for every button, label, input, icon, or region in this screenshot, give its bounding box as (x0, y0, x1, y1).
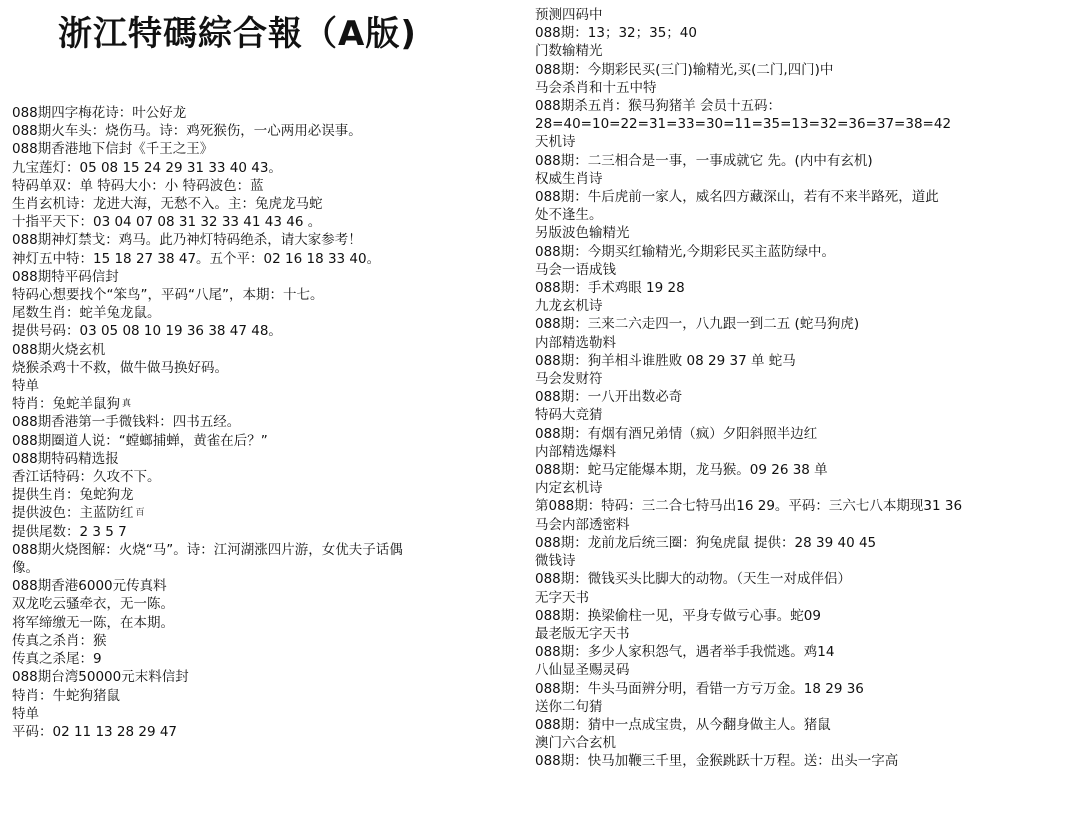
left-line (12, 286, 537, 304)
left-line (12, 377, 537, 395)
right-line (535, 279, 1075, 297)
right-line-text: 088期：今期买红输精光,今期彩民买主蓝防绿中。 (535, 243, 836, 260)
left-line (12, 523, 537, 541)
right-line (535, 224, 1075, 242)
right-line-text: 特码大竞猜 (535, 407, 603, 424)
right-line-text: 28=40=10=22=31=33=30=11=35=13=32=36=37=38=42 (535, 116, 952, 133)
right-line-text: 088期：微钱买头比脚大的动物。（天生一对成伴侣） (535, 571, 852, 588)
left-line (12, 359, 537, 377)
right-line (535, 497, 1075, 515)
right-line (535, 752, 1075, 770)
right-line-text: 九龙玄机诗 (535, 298, 603, 315)
right-line (535, 643, 1075, 661)
left-line (12, 450, 537, 468)
right-line (535, 716, 1075, 734)
left-line-text: 提供生肖：兔蛇狗龙 (12, 487, 134, 504)
right-line-text: 088期：多少人家积怨气，遇者举手我慌逃。鸡14 (535, 644, 835, 661)
right-line (535, 625, 1075, 643)
left-line-text: 双龙吃云骚牵衣，无一陈。 (12, 596, 174, 613)
left-line-text: 特码单双：单 特码大小：小 特码波色：蓝 (12, 177, 264, 194)
left-line (12, 213, 537, 231)
left-line-text: 088期四字梅花诗：叶公好龙 (12, 105, 187, 121)
left-line-text: 088期圈道人说：“螳螂捕蝉，黄雀在后？” (12, 432, 268, 449)
left-line-text: 特肖：牛蛇狗猪鼠 (12, 687, 120, 704)
right-line (535, 170, 1075, 188)
right-line-text: 内定玄机诗 (535, 480, 603, 497)
right-line (535, 388, 1075, 406)
left-line-text: 传真之杀肖：猴 (12, 632, 107, 649)
right-line (535, 698, 1075, 716)
right-line (535, 133, 1075, 151)
left-line-text: 088期香港6000元传真料 (12, 578, 167, 595)
left-line-text: 平码：02 11 13 28 29 47 (12, 723, 178, 740)
left-line (12, 650, 537, 668)
left-line-text: 088期火烧图解：火烧“马”。诗：江河湖涨四片游，女优夫子话偶 (12, 541, 403, 558)
right-line (535, 443, 1075, 461)
left-line (12, 705, 537, 723)
right-line (535, 589, 1075, 607)
right-column (535, 6, 1075, 771)
left-line (12, 432, 537, 450)
left-line-text: 生肖玄机诗：龙进大海，无愁不入。主：兔虎龙马蛇 (12, 196, 323, 213)
right-line-text: 门数输精光 (535, 43, 603, 60)
right-line-text: 八仙显圣赐灵码 (535, 662, 630, 679)
left-line (12, 468, 537, 486)
right-line-text: 内部精选爆料 (535, 443, 616, 460)
right-line (535, 425, 1075, 443)
right-line-text: 内部精选勒料 (535, 334, 616, 351)
left-line (12, 140, 537, 158)
right-line (535, 79, 1075, 97)
left-line-text: 特单 (12, 705, 39, 722)
right-line-text: 088期：快马加鞭三千里，金猴跳跃十万程。送：出头一字高 (535, 753, 899, 770)
right-line-text: 澳门六合玄机 (535, 735, 616, 752)
left-line (12, 595, 537, 613)
right-line (535, 570, 1075, 588)
right-line (535, 352, 1075, 370)
right-line (535, 680, 1075, 698)
left-line (12, 559, 537, 577)
right-line (535, 188, 1075, 206)
left-line (12, 195, 537, 213)
left-line (12, 159, 537, 177)
left-line-text: 088期香港地下信封《千王之王》 (12, 141, 214, 158)
right-line-text: 天机诗 (535, 134, 576, 151)
left-line-text: 九宝莲灯：05 08 15 24 29 31 33 40 43。 (12, 159, 282, 176)
left-line-text: 088期火烧玄机 (12, 341, 106, 358)
left-line (12, 504, 537, 522)
right-line (535, 297, 1075, 315)
left-line (12, 577, 537, 595)
left-line (12, 413, 537, 431)
left-line (12, 341, 537, 359)
left-line-text: 088期香港第一手微钱料：四书五经。 (12, 414, 241, 431)
right-line-text: 最老版无字天书 (535, 625, 630, 642)
right-line-text: 另版波色输精光 (535, 225, 630, 242)
left-line (12, 668, 537, 686)
right-line (535, 243, 1075, 261)
left-line-text: 神灯五中特：15 18 27 38 47。五个平：02 16 18 33 40。 (12, 250, 381, 267)
right-line-text: 088期：今期彩民买(三门)输精光,买(二门,四门)中 (535, 61, 834, 78)
right-line-text: 088期：一八开出数必奇 (535, 389, 683, 406)
left-line-text: 088期神灯禁戈：鸡马。此乃神灯特码绝杀，请大家参考！ (12, 232, 362, 249)
left-line (12, 122, 537, 140)
left-line-text: 特码心想要找个“笨鸟”，平码“八尾”，本期：十七。 (12, 287, 324, 304)
right-line (535, 661, 1075, 679)
right-line (535, 479, 1075, 497)
right-line-text: 微钱诗 (535, 553, 576, 570)
left-line-text: 特肖：兔蛇羊鼠狗 (12, 396, 120, 413)
left-line-text: 传真之杀尾：9 (12, 651, 102, 668)
right-line (535, 42, 1075, 60)
left-line (12, 104, 537, 122)
right-line (535, 97, 1075, 115)
right-line-text: 088期杀五肖：猴马狗猪羊 会员十五码： (535, 98, 782, 115)
left-line-text: 像。 (12, 560, 39, 577)
right-line-text: 088期：三来二六走四一，八九跟一到二五 (蛇马狗虎) (535, 316, 860, 333)
right-line-text: 马会发财符 (535, 371, 603, 388)
right-line-text: 088期：换梁偷柱一见，平身专做亏心事。蛇09 (535, 607, 821, 624)
left-line (12, 632, 537, 650)
left-line-text: 提供号码：03 05 08 10 19 36 38 47 48。 (12, 323, 282, 340)
right-line-text: 088期：牛后虎前一家人，威名四方藏深山，若有不来半路死，道此 (535, 189, 939, 206)
left-line-text: 088期火车头：烧伤马。诗：鸡死猴伤，一心两用必误事。 (12, 123, 362, 140)
left-line-text: 将军缔缴无一陈，在本期。 (12, 614, 174, 631)
right-line-text: 马会杀肖和十五中特 (535, 79, 657, 96)
left-line (12, 614, 537, 632)
right-line (535, 607, 1075, 625)
left-line-text: 尾数生肖：蛇羊兔龙鼠。 (12, 305, 161, 322)
right-line-text: 马会内部透密料 (535, 516, 630, 533)
right-line (535, 406, 1075, 424)
right-line (535, 461, 1075, 479)
left-line (12, 486, 537, 504)
left-line (12, 395, 537, 413)
right-line-text: 088期：13；32；35；40 (535, 25, 697, 42)
right-line (535, 152, 1075, 170)
left-line-text: 十指平天下：03 04 07 08 31 32 33 41 43 46 。 (12, 214, 322, 231)
right-line-text: 088期：蛇马定能爆本期，龙马猴。09 26 38 单 (535, 462, 828, 479)
right-line-text: 088期：猜中一点成宝贵，从今翻身做主人。猪鼠 (535, 716, 831, 733)
left-line-text: 香江话特码：久攻不下。 (12, 469, 161, 486)
right-line-text: 088期：有烟有酒兄弟情（疯）夕阳斜照半边红 (535, 425, 818, 442)
right-line-text: 马会一语成钱 (535, 261, 616, 278)
left-line (12, 268, 537, 286)
left-line-text: 烧猴杀鸡十不救，做牛做马换好码。 (12, 359, 228, 376)
right-line-text: 088期：手术鸡眼 19 28 (535, 280, 685, 297)
page-title: 浙江特碼綜合報（A版) (58, 14, 417, 54)
right-line-text: 无字天书 (535, 589, 589, 606)
right-line-text: 处不逢生。 (535, 207, 603, 224)
right-line (535, 206, 1075, 224)
left-line (12, 322, 537, 340)
right-line (535, 734, 1075, 752)
right-line-text: 088期：二三相合是一事，一事成就它 先。(内中有玄机) (535, 152, 873, 169)
right-line (535, 6, 1075, 24)
right-line-text: 088期：狗羊相斗谁胜败 08 29 37 单 蛇马 (535, 352, 796, 369)
right-line-text: 预测四码中 (535, 7, 603, 23)
left-line-text: 088期特码精选报 (12, 450, 119, 467)
right-line (535, 261, 1075, 279)
right-line (535, 115, 1075, 133)
right-line (535, 61, 1075, 79)
left-column (12, 104, 537, 741)
right-line-text: 权威生肖诗 (535, 170, 603, 187)
left-line (12, 231, 537, 249)
left-line-text: 088期特平码信封 (12, 268, 119, 285)
left-line (12, 177, 537, 195)
right-line-text: 088期：龙前龙后统三圈：狗兔虎鼠 提供：28 39 40 45 (535, 534, 877, 551)
left-margin-note: 真 (122, 399, 132, 410)
left-line-text: 088期台湾50000元末料信封 (12, 669, 189, 686)
right-line-text: 088期：牛头马面辨分明，看错一方亏万金。18 29 36 (535, 680, 864, 697)
left-line-text: 特单 (12, 378, 39, 395)
left-line (12, 250, 537, 268)
left-line (12, 304, 537, 322)
left-line (12, 541, 537, 559)
left-line-text: 提供尾数：2 3 5 7 (12, 523, 127, 540)
right-line (535, 534, 1075, 552)
right-line (535, 334, 1075, 352)
right-line (535, 552, 1075, 570)
left-margin-note: 百 (135, 508, 145, 519)
right-line-text: 第088期：特码：三二合七特马出16 29。平码：三六七八本期现31 36 (535, 498, 963, 515)
right-line (535, 24, 1075, 42)
left-line (12, 687, 537, 705)
right-line (535, 370, 1075, 388)
right-line (535, 315, 1075, 333)
right-line-text: 送你二句猜 (535, 698, 603, 715)
left-line-text: 提供波色：主蓝防红 (12, 505, 134, 522)
right-line (535, 516, 1075, 534)
left-line (12, 723, 537, 741)
